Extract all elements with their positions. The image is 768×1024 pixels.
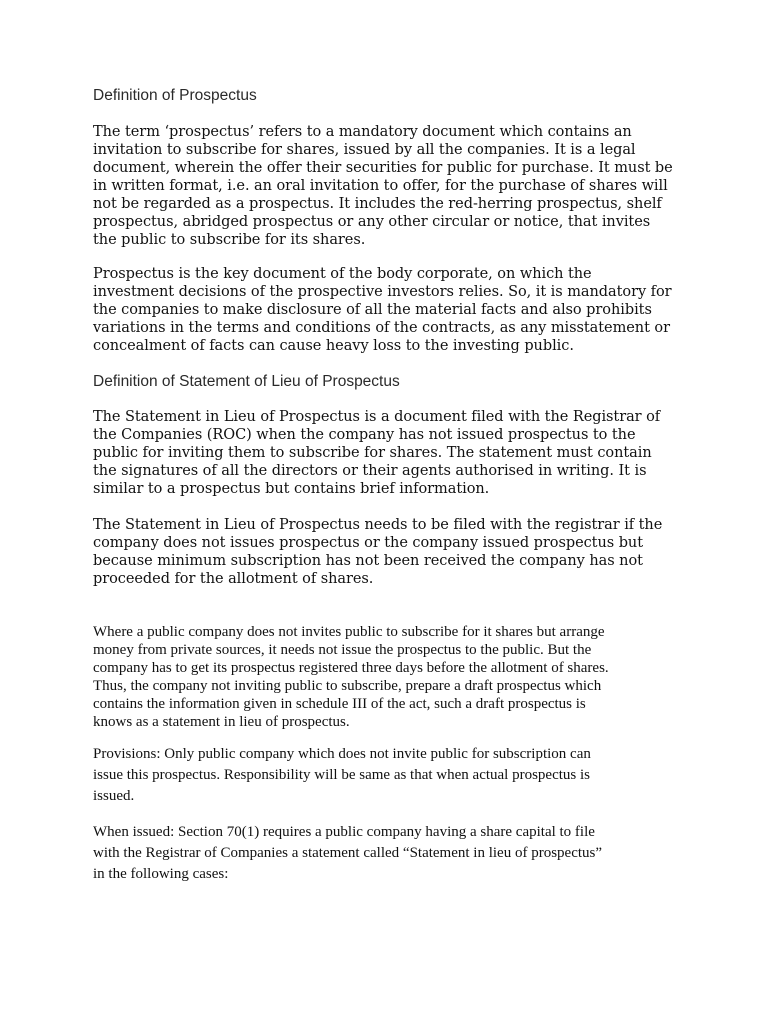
text-line: variations in the terms and conditions of the contracts, as any misstatement or: [93, 320, 670, 336]
text-line: concealment of facts can cause heavy loss to the investing public.: [93, 338, 574, 354]
text-line: When issued: Section 70(1) requires a public company having a share capital to file: [93, 824, 595, 840]
text-line: because minimum subscription has not been received the company has not: [93, 553, 643, 569]
text-line: the signatures of all the directors or their agents authorised in writing. It is: [93, 463, 647, 479]
text-line: invitation to subscribe for shares, issued by all the companies. It is a legal: [93, 142, 636, 158]
text-line: in written format, i.e. an oral invitation to offer, for the purchase of shares will: [93, 178, 668, 194]
text-line: company does not issues prospectus or the company issued prospectus but: [93, 535, 643, 551]
section-heading-statement-in-lieu: Definition of Statement of Lieu of Prospectus: [93, 373, 400, 390]
text-line: the Companies (ROC) when the company has not issued prospectus to the: [93, 427, 636, 443]
paragraph-private-arrangement: [93, 623, 683, 731]
text-line: issue this prospectus. Responsibility will be same as that when actual prospectus is: [93, 767, 591, 783]
paragraph-prospectus-definition: [93, 123, 683, 249]
text-line: Provisions: Only public company which does not invite public for subscription can: [93, 746, 591, 762]
text-line: not be regarded as a prospectus. It includes the red-herring prospectus, shelf: [93, 196, 662, 212]
text-line: The term ‘prospectus’ refers to a mandatory document which contains an: [93, 124, 632, 140]
section-heading-prospectus: Definition of Prospectus: [93, 87, 257, 104]
text-line: proceeded for the allotment of shares.: [93, 571, 374, 587]
text-line: prospectus, abridged prospectus or any other circular or notice, that invites: [93, 214, 651, 230]
text-line: with the Registrar of Companies a statement called “Statement in lieu of prospectus”: [93, 845, 603, 861]
paragraph-statement-filing: [93, 516, 683, 588]
text-line: The Statement in Lieu of Prospectus is a document filed with the Registrar of: [93, 409, 661, 425]
text-line: Prospectus is the key document of the body corporate, on which the: [93, 266, 592, 282]
text-line: Thus, the company not inviting public to subscribe, prepare a draft prospectus which: [93, 678, 602, 694]
text-line: the companies to make disclosure of all the material facts and also prohibits: [93, 302, 652, 318]
text-line: similar to a prospectus but contains brief information.: [93, 481, 490, 497]
text-line: in the following cases:: [93, 866, 229, 882]
text-line: issued.: [93, 788, 135, 804]
text-line: the public to subscribe for its shares.: [93, 232, 366, 248]
text-line: public for inviting them to subscribe for shares. The statement must contain: [93, 445, 652, 461]
paragraph-when-issued: [93, 822, 683, 885]
text-line: money from private sources, it needs not issue the prospectus to the public. But the: [93, 642, 592, 658]
paragraph-provisions: [93, 744, 683, 807]
text-line: contains the information given in schedule III of the act, such a draft prospectus is: [93, 696, 586, 712]
text-line: knows as a statement in lieu of prospectus.: [93, 714, 350, 730]
text-line: The Statement in Lieu of Prospectus needs to be filed with the registrar if the: [93, 517, 663, 533]
paragraph-prospectus-importance: [93, 265, 683, 355]
text-line: Where a public company does not invites public to subscribe for it shares but arrange: [93, 624, 605, 640]
text-line: document, wherein the offer their securities for public for purchase. It must be: [93, 160, 673, 176]
text-line: investment decisions of the prospective investors relies. So, it is mandatory for: [93, 284, 672, 300]
paragraph-statement-definition: [93, 408, 683, 498]
text-line: company has to get its prospectus registered three days before the allotment of shares.: [93, 660, 609, 676]
